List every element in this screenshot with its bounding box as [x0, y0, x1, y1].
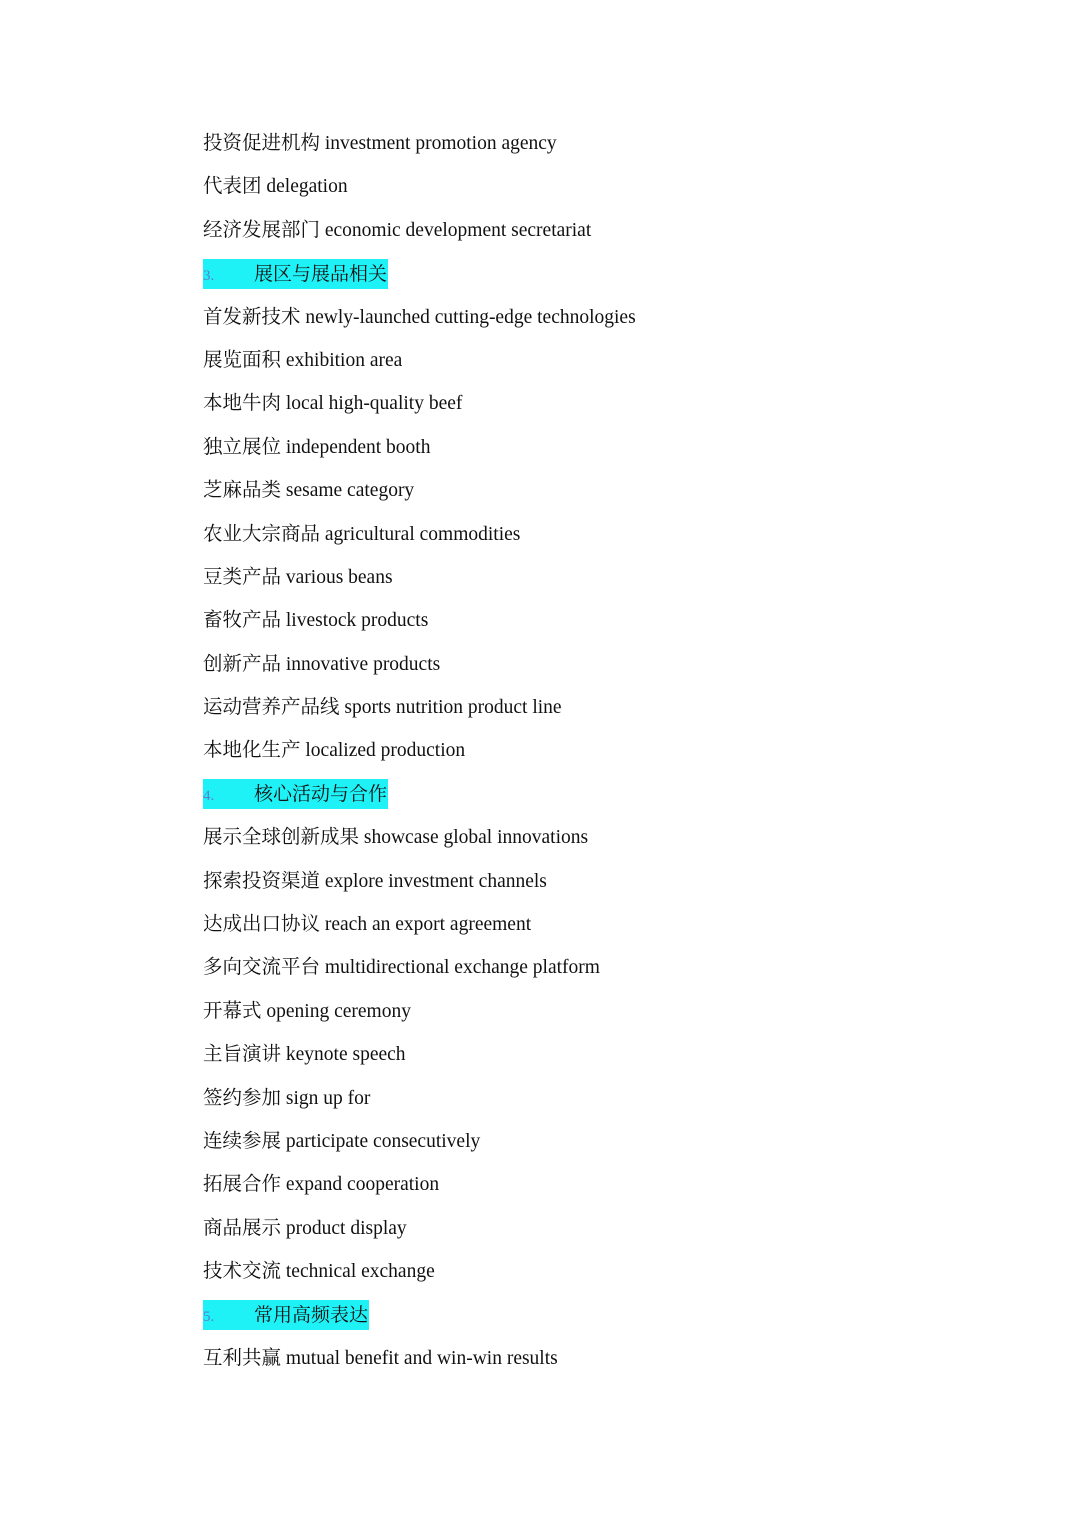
section-heading-3 — [203, 259, 388, 289]
term-line: 展示全球创新成果 showcase global innovations — [203, 827, 589, 849]
term-line: 连续参展 participate consecutively — [203, 1130, 481, 1152]
term-line: 技术交流 technical exchange — [203, 1261, 435, 1283]
section-title: 核心活动与合作 — [254, 783, 388, 806]
term-line: 签约参加 sign up for — [203, 1087, 371, 1109]
term-line: 互利共赢 mutual benefit and win-win results — [203, 1347, 558, 1369]
section-number: 4. — [203, 788, 215, 805]
term-line: 主旨演讲 keynote speech — [203, 1044, 406, 1066]
term-line: 多向交流平台 multidirectional exchange platform — [203, 957, 600, 979]
term-line: 商品展示 product display — [203, 1217, 407, 1239]
term-line: 展览面积 exhibition area — [203, 349, 403, 371]
glossary-list — [203, 122, 1023, 1380]
term-line: 首发新技术 newly-launched cutting-edge technologies — [203, 306, 636, 328]
section-title: 常用高频表达 — [254, 1304, 369, 1327]
section-heading-row — [203, 1294, 1023, 1337]
term-line: 运动营养产品线 sports nutrition product line — [203, 697, 562, 719]
section-heading-5 — [203, 1300, 369, 1330]
term-line: 代表团 delegation — [203, 176, 348, 198]
term-line: 豆类产品 various beans — [203, 566, 393, 588]
term-line: 本地牛肉 local high-quality beef — [203, 393, 463, 415]
term-line: 经济发展部门 economic development secretariat — [203, 219, 592, 241]
term-line: 农业大宗商品 agricultural commodities — [203, 523, 521, 545]
term-line: 畜牧产品 livestock products — [203, 610, 429, 632]
section-number: 5. — [203, 1309, 215, 1326]
term-line: 创新产品 innovative products — [203, 653, 441, 675]
term-line: 芝麻品类 sesame category — [203, 480, 415, 502]
section-heading-row — [203, 252, 1023, 295]
section-title: 展区与展品相关 — [254, 262, 388, 285]
term-line: 开幕式 opening ceremony — [203, 1000, 411, 1022]
term-line: 投资促进机构 investment promotion agency — [203, 133, 557, 154]
term-line: 探索投资渠道 explore investment channels — [203, 870, 547, 892]
term-line: 本地化生产 localized production — [203, 740, 466, 762]
term-line: 达成出口协议 reach an export agreement — [203, 914, 532, 936]
term-line: 独立展位 independent booth — [203, 436, 431, 458]
section-heading-4 — [203, 779, 388, 809]
section-heading-row — [203, 773, 1023, 816]
section-number: 3. — [203, 267, 215, 284]
term-line: 拓展合作 expand cooperation — [203, 1174, 440, 1196]
